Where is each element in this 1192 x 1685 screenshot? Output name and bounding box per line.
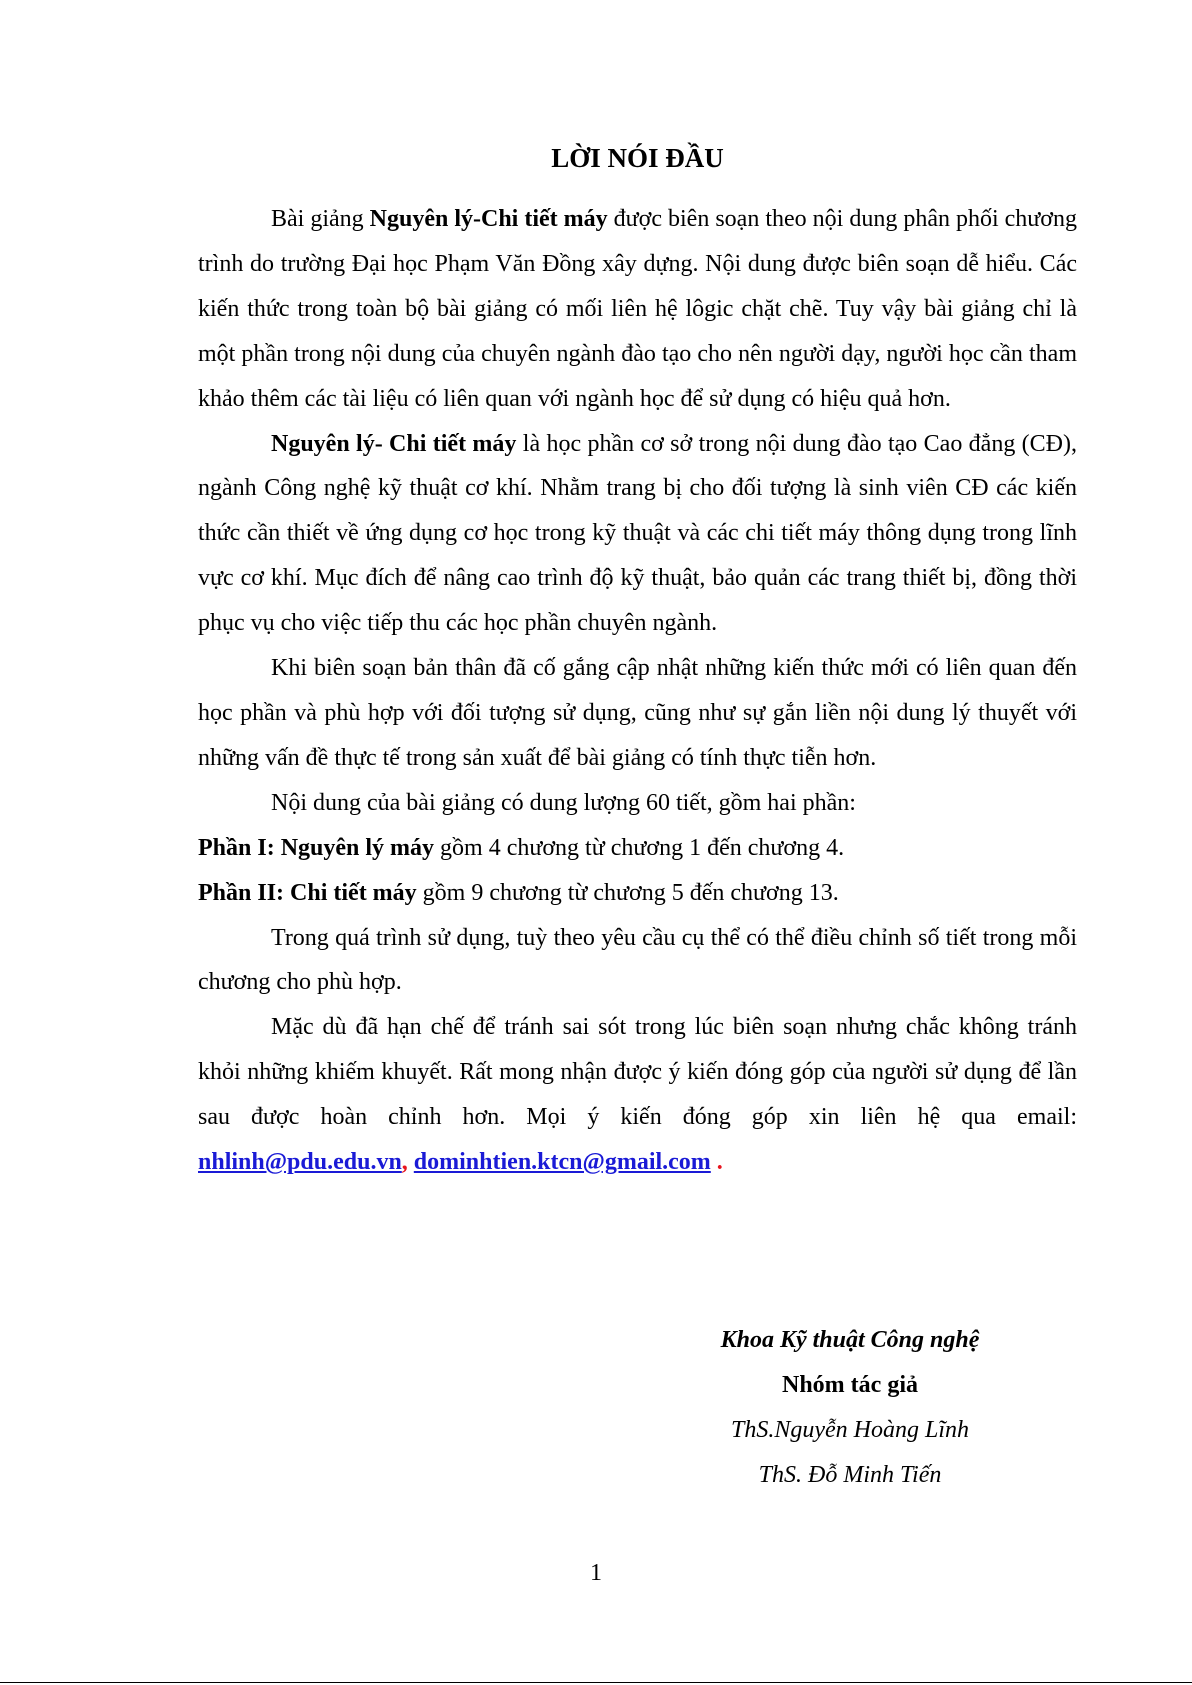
- email-end-period: .: [716, 1149, 723, 1176]
- signature-department: Khoa Kỹ thuật Công nghệ: [720, 1327, 980, 1353]
- email-separator: ,: [401, 1149, 408, 1176]
- part-two-text: gồm 9 chương từ chương 5 đến chương 13.: [416, 879, 839, 906]
- course-name-bold: Nguyên lý-Chi tiết máy: [369, 206, 608, 232]
- signature-block: [640, 1318, 1060, 1498]
- bottom-divider: [0, 1682, 1192, 1683]
- paragraph-course-description-rest: là học phần cơ sở trong nội dung đào tạo Cao đẳng (CĐ), ngành Công nghệ kỹ thuật cơ khí. Nhằm trang bị cho đối tượng là sinh viên CĐ các kiến thức cần thiết về ứng dụng cơ học trong kỹ thuật và các chi tiết máy thông dụng trong lĩnh vực cơ khí. Mục đích để nâng cao trình độ kỹ thuật, bảo quản các trang thiết bị, đồng thời phục vụ cho việc tiếp thu các học phần chuyên ngành.: [198, 430, 1078, 637]
- signature-author-2: ThS. Đỗ Minh Tiến: [758, 1461, 942, 1488]
- page-number: 1: [590, 1560, 602, 1586]
- paragraph-feedback: [198, 1005, 1077, 1185]
- paragraph-compilation: Khi biên soạn bản thân đã cố gắng cập nhật những kiến thức mới có liên quan đến học phần và phù hợp với đối tượng sử dụng, cũng như sự gắn liền nội dung lý thuyết với những vấn đề thực tế trong sản xuất để bài giảng có tính thực tiễn hơn.: [198, 655, 1077, 771]
- page-title: LỜI NÓI ĐẦU: [551, 143, 724, 173]
- signature-author-1: ThS.Nguyễn Hoàng Lĩnh: [730, 1416, 969, 1443]
- part-one-line: [198, 826, 1077, 871]
- part-one-label: Phần I: Nguyên lý máy: [198, 834, 435, 861]
- preface-body: [198, 197, 1077, 1185]
- part-two-label: Phần II: Chi tiết máy: [198, 879, 417, 906]
- paragraph-intro-lead: Bài giảng: [271, 206, 370, 232]
- paragraph-feedback-text: Mặc dù đã hạn chế để tránh sai sót trong lúc biên soạn nhưng chắc không tránh khỏi những khiếm khuyết. Rất mong nhận được ý kiến đóng góp của người sử dụng để lần sau được hoàn chỉnh hơn. Mọi ý kiến đóng góp xin liên hệ qua email:: [198, 1014, 1077, 1131]
- paragraph-usage: Trong quá trình sử dụng, tuỳ theo yêu cầu cụ thể có thể điều chỉnh số tiết trong mỗi chương cho phù hợp.: [198, 924, 1077, 996]
- part-two-line: [198, 871, 1077, 916]
- part-one-text: gồm 4 chương từ chương 1 đến chương 4.: [434, 834, 845, 861]
- paragraph-course-description: [198, 422, 1077, 647]
- paragraph-content-summary: Nội dung của bài giảng có dung lượng 60 tiết, gồm hai phần:: [271, 789, 856, 816]
- email-link-pdu[interactable]: nhlinh@pdu.edu.vn: [198, 1149, 402, 1176]
- paragraph-intro: [198, 197, 1077, 422]
- email-link-gmail[interactable]: dominhtien.ktcn@gmail.com: [413, 1149, 711, 1176]
- course-name-bold-2: Nguyên lý- Chi tiết máy: [271, 430, 517, 457]
- paragraph-intro-rest: được biên soạn theo nội dung phân phối chương trình do trường Đại học Phạm Văn Đồng xây dựng. Nội dung được biên soạn dễ hiểu. Các kiến thức trong toàn bộ bài giảng có mối liên hệ lôgic chặt chẽ. Tuy vậy bài giảng chỉ là một phần trong nội dung của chuyên ngành đào tạo cho nên người dạy, người học cần tham khảo thêm các tài liệu có liên quan với ngành học để sử dụng có hiệu quả hơn.: [198, 206, 1078, 412]
- signature-group: Nhóm tác giả: [782, 1371, 918, 1398]
